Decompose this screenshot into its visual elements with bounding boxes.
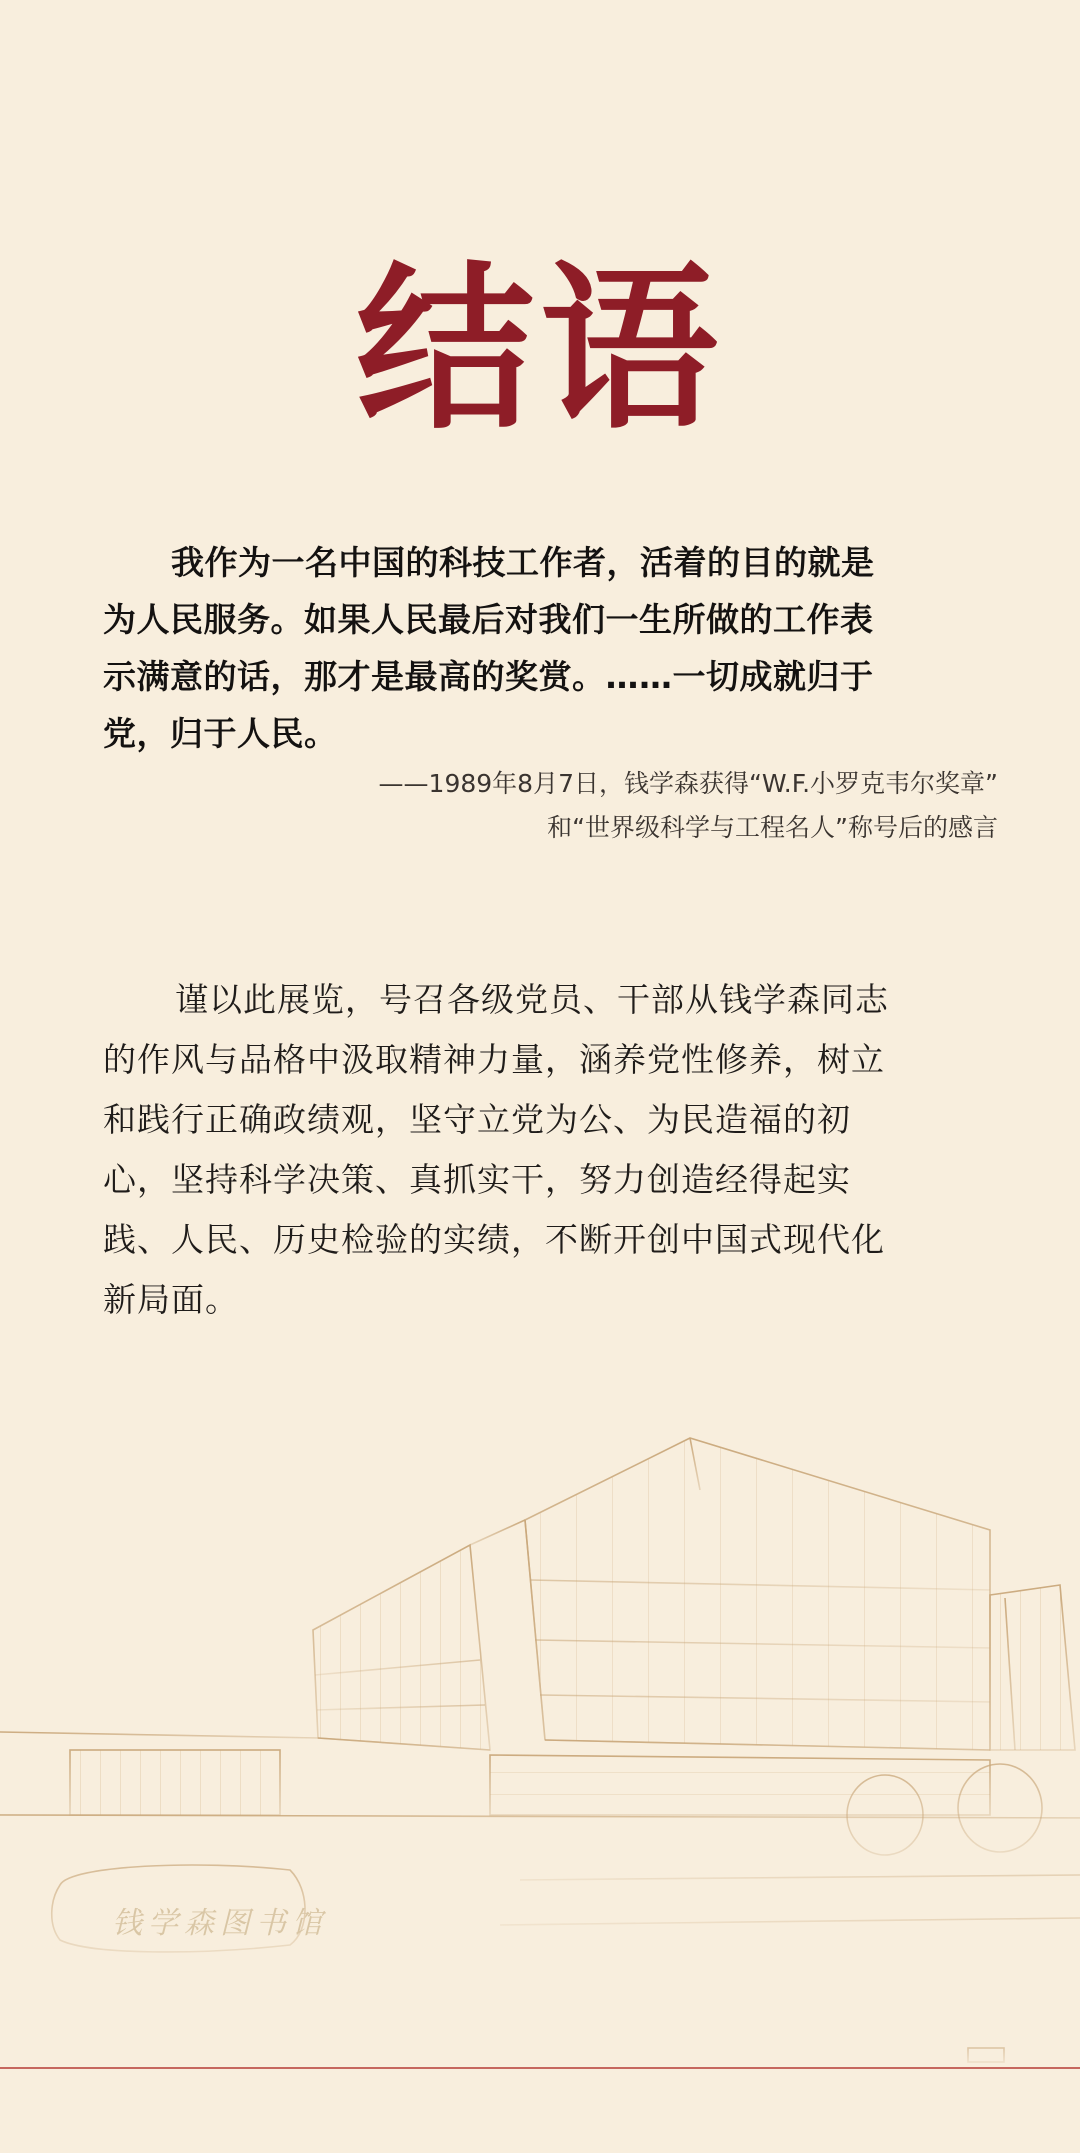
quote-text: 我作为一名中国的科技工作者，活着的目的就是 为人民服务。如果人民最后对我们一生所做的工作表 示满意的话，那才是最高的奖赏。……一切成就归于 党，归于人民。 [103, 543, 875, 753]
quote-source-line-1: ——1989年8月7日，钱学森获得“W.F.小罗克韦尔奖章” [378, 769, 998, 798]
page-title: 结语 [356, 246, 724, 453]
library-building-illustration [0, 1420, 1080, 2153]
stone-inscription: 钱学森图书馆 [112, 1906, 328, 1941]
building-lines [0, 1438, 1080, 2062]
quote-source-line-2: 和“世界级科学与工程名人”称号后的感言 [547, 813, 998, 842]
quote-source [198, 762, 998, 850]
body-paragraph: 谨以此展览，号召各级党员、干部从钱学森同志 的作风与品格中汲取精神力量，涵养党性修养，树立 和践行正确政绩观，坚守立党为公、为民造福的初 心，坚持科学决策、真抓实干，努力创造经得起实 践、人民、历史检验的实绩，不断开创中国式现代化 新局面。 [103, 980, 889, 1319]
